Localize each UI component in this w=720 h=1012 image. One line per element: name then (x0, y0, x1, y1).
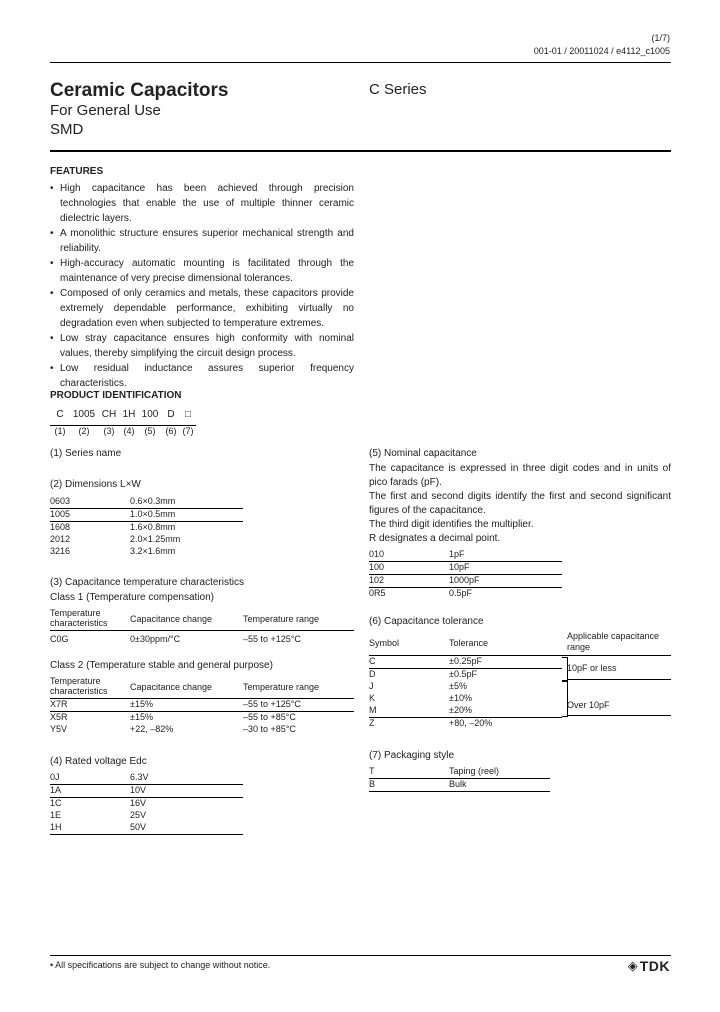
nominal-cap-heading: (5) Nominal capacitance (369, 448, 477, 459)
feature-text: Low stray capacitance ensures high conformity with nominal values, thereby simplifying the circuit design process. (60, 333, 354, 359)
table-cell: 1000pF (449, 575, 562, 588)
header-rule (50, 62, 671, 63)
code-index: (6) (165, 426, 177, 436)
nominal-cap-table (369, 549, 562, 600)
feature-item: • Composed of only ceramics and metals, these capacitors provide extremely dependable performance, exhibiting virtually no degradation even when subjected to temperature extremes. (50, 288, 354, 329)
table-row (369, 681, 562, 693)
table-cell: ±10% (449, 693, 472, 703)
table-row (369, 656, 562, 669)
table-row (50, 699, 354, 712)
table-cell: 0±30ppm/°C (130, 634, 181, 644)
tdk-logo (628, 958, 670, 974)
table-cell: ±15% (130, 699, 243, 712)
feature-text: High-accuracy automatic mounting is facilitated through the maintenance of very precise dimensional tolerances. (60, 258, 354, 284)
table-cell: Taping (reel) (449, 766, 550, 779)
code-part: 1005 (72, 409, 96, 420)
rated-voltage-table (50, 772, 243, 835)
table-cell: 1608 (50, 522, 71, 532)
table-cell: 6.3V (130, 772, 243, 785)
footer-rule (50, 955, 671, 956)
table-row (50, 522, 243, 535)
packaging-heading: (7) Packaging style (369, 750, 455, 761)
feature-text: High capacitance has been achieved through precision technologies that enable the use of multiple thinner ceramic dielectric layers. (60, 183, 354, 224)
code-part: C (56, 409, 64, 420)
code-part: 1H (122, 409, 136, 420)
table-row (369, 766, 550, 779)
dimensions-heading: (2) Dimensions L×W (50, 479, 141, 490)
table-cell: K (369, 693, 376, 703)
feature-text: Composed of only ceramics and metals, these capacitors provide extremely dependable performance, exhibiting virtually no degradation even when subjected to temperature extremes. (60, 288, 354, 329)
column-header: Temperature range (243, 608, 354, 631)
table-cell: Bulk (449, 779, 550, 792)
table-cell: +80, –20% (449, 718, 493, 728)
table-cell: X5R (50, 712, 68, 722)
footer-note: • All specifications are subject to change without notice. (50, 960, 271, 970)
table-cell: ±20% (449, 705, 562, 718)
page-title: Ceramic Capacitors (50, 80, 229, 101)
table-cell: B (369, 779, 449, 792)
table-row (369, 588, 562, 601)
class2-table (50, 676, 354, 736)
range-low-label: 10pF or less (567, 663, 617, 673)
series-name: C Series (369, 81, 427, 98)
table-row (369, 779, 550, 792)
table-cell: T (369, 766, 449, 779)
paragraph: The third digit identifies the multiplier. (369, 519, 534, 530)
range-bracket-high (562, 681, 568, 717)
table-cell: 3216 (50, 546, 71, 556)
feature-item: • A monolithic structure ensures superior mechanical strength and reliability. (50, 228, 354, 254)
table-row (369, 549, 562, 562)
table-cell: D (369, 669, 376, 679)
product-code (50, 409, 196, 420)
code-index: (4) (123, 426, 135, 436)
table-cell: 1.6×0.8mm (130, 522, 176, 532)
table-row (50, 798, 243, 811)
table-cell: C0G (50, 634, 69, 644)
table-cell: 102 (369, 575, 449, 588)
table-cell: 16V (130, 798, 147, 808)
table-cell: 1A (50, 785, 130, 798)
table-row (50, 785, 243, 798)
table-cell: ±5% (449, 681, 467, 691)
cap-tol-heading: (6) Capacitance tolerance (369, 616, 484, 627)
table-row (50, 724, 354, 736)
page-subtitle-use: For General Use (50, 102, 161, 119)
code-index: (1) (54, 426, 66, 436)
cap-tol-table (369, 656, 562, 730)
table-cell: 1C (50, 798, 62, 808)
code-index: (7) (182, 426, 194, 436)
table-cell: 10V (130, 785, 243, 798)
product-code-index (50, 425, 196, 436)
table-cell: 1pF (449, 549, 465, 559)
cap-temp-heading: (3) Capacitance temperature characteristics (50, 577, 244, 588)
paragraph: The first and second digits identify the first and second significant figures of the capacitance. (369, 491, 671, 516)
table-row (369, 718, 562, 731)
table-cell: 1E (50, 810, 62, 820)
table-cell: 3.2×1.6mm (130, 546, 176, 556)
table-cell: –30 to +85°C (243, 724, 296, 734)
class1-heading: Class 1 (Temperature compensation) (50, 592, 214, 603)
table-cell: +22, –82% (130, 724, 174, 734)
table-cell: 1005 (50, 509, 130, 522)
table-row (50, 631, 354, 647)
dimensions-table (50, 496, 243, 558)
column-header: Symbol (369, 638, 400, 648)
table-cell: ±15% (130, 712, 153, 722)
table-cell: 100 (369, 562, 449, 575)
table-cell: C (369, 656, 449, 669)
table-row (369, 705, 562, 718)
table-cell: ±0.5pF (449, 669, 477, 679)
tdk-wordmark: TDK (639, 958, 670, 974)
table-cell: 1.0×0.5mm (130, 509, 243, 522)
table-cell: J (369, 681, 374, 691)
table-row (50, 496, 243, 509)
table-row (369, 693, 562, 705)
rated-voltage-heading: (4) Rated voltage Edc (50, 756, 147, 767)
table-cell: M (369, 705, 449, 718)
page-number: (1/7) (651, 33, 670, 43)
table-row (50, 772, 243, 785)
table-cell: 0R5 (369, 588, 386, 598)
table-row (50, 546, 243, 558)
title-rule (50, 150, 671, 152)
range-bottom-rule (567, 715, 671, 716)
range-divider (567, 679, 671, 680)
table-cell: –55 to +85°C (243, 712, 296, 722)
range-high-label: Over 10pF (567, 700, 610, 710)
column-header: Capacitance change (130, 676, 243, 699)
table-cell: 010 (369, 549, 385, 559)
column-header: Applicable capacitance range (567, 631, 660, 652)
table-cell: 2.0×1.25mm (130, 534, 181, 544)
code-index: (2) (78, 426, 90, 436)
code-part: □ (184, 409, 192, 420)
table-cell: Y5V (50, 724, 68, 734)
feature-item: • High-accuracy automatic mounting is facilitated through the maintenance of very precise dimensional tolerances. (50, 258, 354, 284)
series-name-heading: (1) Series name (50, 448, 122, 459)
feature-item: • Low residual inductance assures superior frequency characteristics. (50, 363, 354, 389)
column-header: Tolerance (449, 638, 489, 648)
column-header: Temperature characteristics (50, 676, 130, 699)
table-cell: 0603 (50, 496, 71, 506)
nominal-cap-description (369, 462, 671, 546)
column-header: Temperature characteristics (50, 608, 130, 631)
features-heading: FEATURES (50, 166, 104, 177)
table-row (369, 562, 562, 575)
table-cell: 1H (50, 822, 130, 835)
table-row (50, 534, 243, 546)
table-header-row (50, 608, 354, 631)
code-part: CH (101, 409, 117, 420)
table-header-row (50, 676, 354, 699)
paragraph: R designates a decimal point. (369, 533, 501, 544)
table-cell: Z (369, 718, 375, 728)
table-cell: 0.5pF (449, 588, 473, 598)
code-index: (5) (144, 426, 156, 436)
table-cell: 2012 (50, 534, 71, 544)
table-cell: ±0.25pF (449, 656, 562, 669)
column-header: Temperature range (243, 676, 354, 699)
table-cell: X7R (50, 699, 130, 712)
product-id-heading: PRODUCT IDENTIFICATION (50, 390, 182, 401)
table-row (50, 509, 243, 522)
document-code: 001-01 / 20011024 / e4112_c1005 (533, 46, 670, 56)
table-cell: 10pF (449, 562, 562, 575)
table-cell: 25V (130, 810, 147, 820)
table-cell: –55 to +125°C (243, 634, 301, 644)
page-subtitle-smd: SMD (50, 121, 84, 138)
code-index: (3) (103, 426, 115, 436)
table-cell: –55 to +125°C (243, 699, 354, 712)
table-cell: 50V (130, 822, 243, 835)
code-part: D (167, 409, 175, 420)
tdk-mark-icon: ◈ (627, 958, 638, 973)
code-part: 100 (141, 409, 159, 420)
class2-heading: Class 2 (Temperature stable and general purpose) (50, 660, 273, 671)
table-cell: 0.6×0.3mm (130, 496, 176, 506)
table-row (50, 810, 243, 822)
paragraph: The capacitance is expressed in three digit codes and in units of pico farads (pF). (369, 463, 671, 488)
feature-item: • High capacitance has been achieved through precision technologies that enable the use of multiple thinner ceramic dielectric layers. (50, 183, 354, 224)
feature-item: • Low stray capacitance ensures high conformity with nominal values, thereby simplifying the circuit design process. (50, 333, 354, 359)
table-row (50, 822, 243, 835)
feature-text: A monolithic structure ensures superior mechanical strength and reliability. (60, 228, 354, 254)
feature-text: Low residual inductance assures superior frequency characteristics. (60, 363, 354, 389)
table-row (369, 575, 562, 588)
class1-table (50, 608, 354, 646)
packaging-table (369, 766, 550, 792)
table-cell: 0J (50, 772, 130, 785)
table-row (50, 712, 354, 725)
table-row (369, 669, 562, 682)
column-header: Capacitance change (130, 608, 243, 631)
